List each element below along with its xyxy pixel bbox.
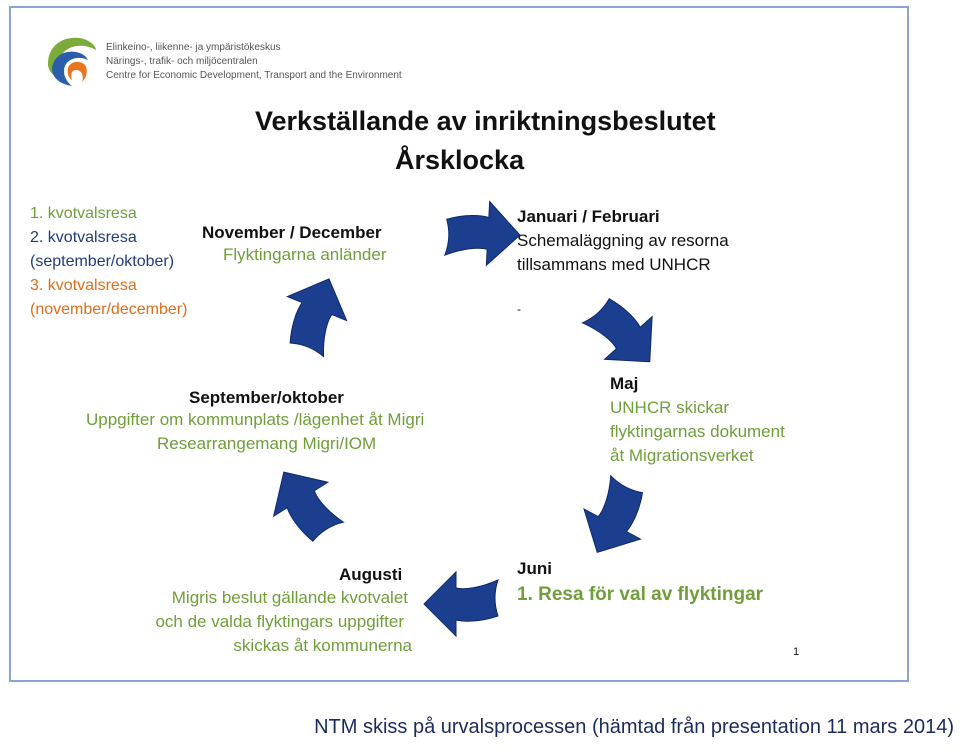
stage-nov-dec-text: Flyktingarna anländer: [223, 245, 387, 264]
stage-augusti-text-3: skickas åt kommunerna: [233, 636, 412, 655]
legend-item-2: 2. kvotvalsresa: [30, 229, 137, 246]
legend-item-2-sub: (september/oktober): [30, 253, 175, 270]
legend-item-1: 1. kvotvalsresa: [30, 205, 137, 222]
stage-augusti-text-1: Migris beslut gällande kvotvalet: [171, 588, 408, 607]
stage-jan-feb-note: -: [517, 302, 521, 316]
stage-maj-text-1: UNHCR skickar: [610, 398, 729, 417]
stage-augusti-heading: Augusti: [339, 565, 403, 584]
stage-sep-okt-text-2: Researrangemang Migri/IOM: [157, 434, 377, 453]
org-name-english: Centre for Economic Development, Transport and the Environment: [106, 70, 402, 81]
page-number: 1: [793, 646, 800, 658]
arrow-juni-to-augusti: [424, 572, 498, 636]
stage-juni-heading: Juni: [517, 559, 552, 578]
stage-maj-heading: Maj: [610, 374, 639, 393]
title-sub: Årsklocka: [395, 145, 525, 175]
stage-nov-dec-heading: November / December: [202, 223, 382, 242]
org-name-finnish: Elinkeino-, liikenne- ja ympäristökeskus: [106, 42, 281, 53]
legend-item-3-sub: (november/december): [30, 301, 188, 318]
stage-jan-feb-text-1: Schemaläggning av resorna: [517, 231, 729, 250]
stage-maj-text-3: åt Migrationsverket: [610, 446, 754, 465]
title-main: Verkställande av inriktningsbeslutet: [255, 106, 716, 136]
arrow-maj-to-juni: [569, 472, 660, 567]
arrow-sep-to-nov: [272, 267, 359, 360]
stage-juni-text: 1. Resa för val av flyktingar: [517, 584, 764, 605]
arrow-augusti-to-sep: [257, 455, 350, 552]
stage-sep-okt-text-1: Uppgifter om kommunplats /lägenhet åt Migri: [86, 410, 425, 429]
arrow-nov-to-jan: [444, 199, 521, 267]
legend-item-3: 3. kvotvalsresa: [30, 277, 137, 294]
org-name-swedish: Närings-, trafik- och miljöcentralen: [106, 56, 258, 67]
stage-augusti-text-2: och de valda flyktingars uppgifter: [155, 612, 404, 631]
arrow-jan-to-maj: [576, 285, 673, 383]
stage-maj-text-2: flyktingarnas dokument: [610, 422, 785, 441]
stage-jan-feb-text-2: tillsammans med UNHCR: [517, 255, 711, 274]
caption: NTM skiss på urvalsprocessen (hämtad från presentation 11 mars 2014): [314, 716, 954, 738]
stage-sep-okt-heading: September/oktober: [189, 388, 344, 407]
stage-jan-feb-heading: Januari / Februari: [517, 207, 660, 226]
